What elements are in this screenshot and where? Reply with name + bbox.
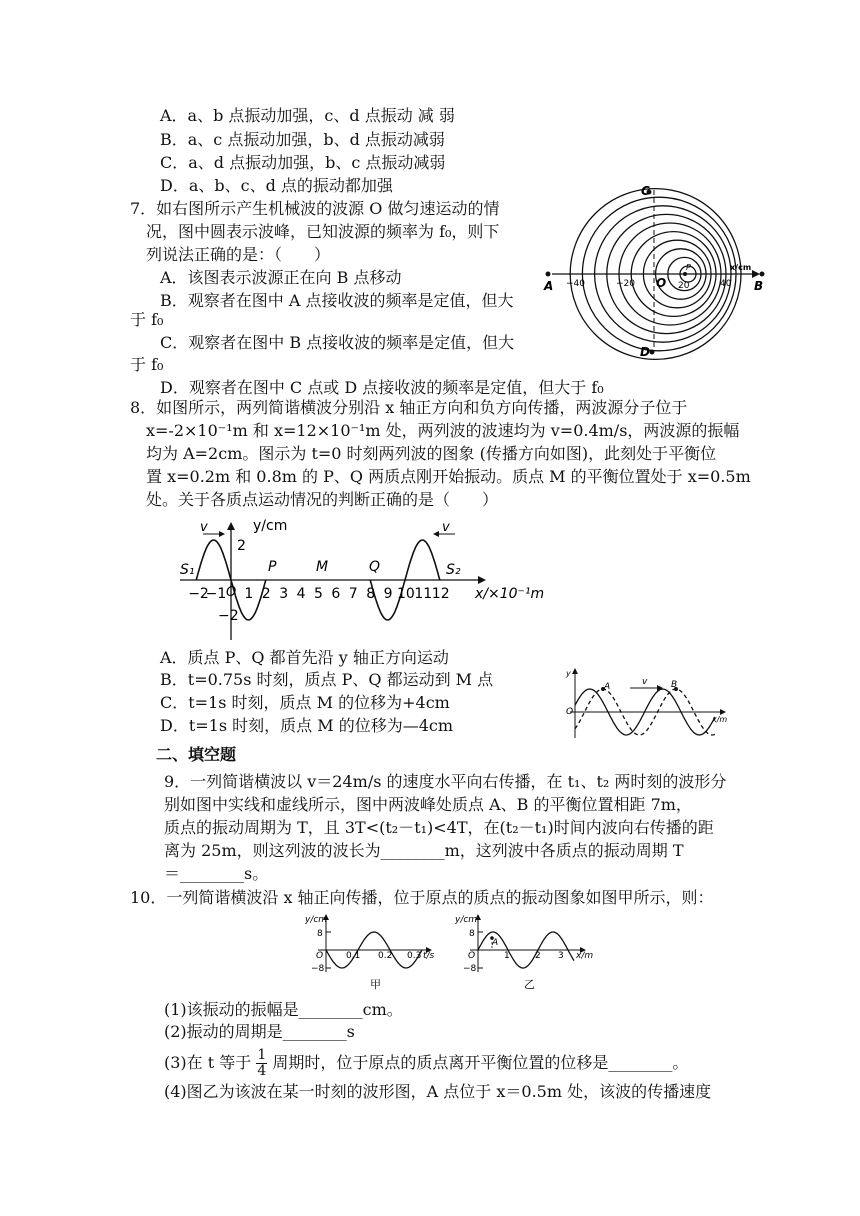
q7-option-b1: B．观察者在图中 A 点接收波的频率是定值，但大 — [160, 291, 514, 310]
x-tick-label: 6 — [331, 586, 341, 602]
x-tick-label: 3 — [279, 586, 289, 602]
tick-1: 1 — [504, 951, 510, 961]
q8-option-d: D．t=1s 时刻，质点 M 的位移为—4cm — [160, 716, 454, 735]
q10-sub3 — [164, 1048, 688, 1079]
m-label: M — [316, 559, 329, 575]
origin-o: O — [566, 707, 574, 717]
caption-yi: 乙 — [524, 978, 535, 991]
tick-m40: −40 — [566, 279, 585, 289]
label-o: O — [656, 276, 667, 290]
x-label: x/m — [712, 715, 728, 724]
y-m8: −8 — [463, 964, 477, 974]
x-tick-label: 1 — [244, 586, 254, 602]
wave-graph-yi — [450, 908, 600, 992]
q8-line3: 均为 A=2cm。图示为 t=0 时刻两列波的图象 (传播方向如图)，此刻处于平衡位 — [146, 444, 717, 463]
label-p: P — [686, 263, 691, 272]
b-label: B — [671, 680, 678, 690]
q6-option-c: C．a、d 点振动加强，b、c 点振动减弱 — [160, 153, 446, 172]
x-unit: x/cm — [730, 263, 752, 272]
y-m2: −2 — [218, 608, 239, 624]
q8-option-b: B．t=0.75s 时刻，质点 P、Q 都运动到 M 点 — [160, 670, 494, 689]
doppler-figure — [540, 182, 780, 362]
fraction-denominator: 4 — [257, 1063, 267, 1079]
q10-sub1: (1)该振动的振幅是________cm。 — [164, 1000, 403, 1019]
vibration-graph-jia — [300, 908, 450, 992]
q10-sub2: (2)振动的周期是________s — [164, 1022, 355, 1041]
tick-20: 20 — [678, 281, 690, 291]
tick-2: 2 — [535, 951, 541, 961]
section-heading: 二、填空题 — [156, 745, 237, 764]
y-m8: −8 — [311, 964, 325, 974]
q10-sub4: (4)图乙为该波在某一时刻的波形图，A 点位于 x＝0.5m 处，该波的传播速度 — [164, 1082, 712, 1101]
a-label: A — [604, 682, 611, 692]
x-tick-label: 10 — [397, 586, 415, 602]
x-tick-label: −2 — [188, 586, 209, 602]
tick-m20: −20 — [616, 279, 635, 289]
q9-line5: ＝________s。 — [164, 864, 269, 883]
caption-jia: 甲 — [370, 978, 381, 991]
q8-line1: 8．如图所示，两列简谐横波分别沿 x 轴正方向和负方向传播，两波源分子位于 — [130, 398, 688, 417]
q7-option-d: D．观察者在图中 C 点或 D 点接收波的频率是定值，但大于 f₀ — [160, 378, 604, 397]
origin-o: O — [316, 951, 324, 961]
q-label: Q — [369, 559, 381, 575]
label-a: A — [544, 279, 554, 293]
x-tick-label: 11 — [414, 586, 433, 602]
v-arrow-label-1: v — [200, 520, 208, 535]
q7-option-c1: C．观察者在图中 B 点接收波的频率是定值，但大 — [160, 333, 515, 352]
x-tick-label: 4 — [296, 586, 306, 602]
a-label: A — [492, 938, 499, 948]
y-8: 8 — [469, 929, 475, 939]
tick-01: 0.1 — [346, 951, 361, 961]
tick-03: 0.3 — [407, 951, 422, 961]
x-tick-label: 2 — [261, 586, 271, 602]
q7-option-b2: 于 f₀ — [130, 310, 164, 329]
two-waves-figure — [175, 512, 545, 644]
q8-line5: 处。关于各质点运动情况的判断正确的是（ ） — [146, 490, 499, 509]
x-axis-label: x/×10⁻¹m — [475, 586, 545, 602]
x-tick-label: 9 — [383, 586, 393, 602]
fraction-numerator: 1 — [257, 1047, 267, 1063]
wave-shift-figure — [560, 664, 740, 740]
q7-line1: 7．如右图所示产生机械波的波源 O 做匀速运动的情 — [130, 199, 500, 218]
y-label: y/cm — [305, 915, 328, 925]
x-tick-label: −1 — [205, 586, 227, 602]
x-tick-label: 5 — [314, 586, 323, 602]
s2-label: S₂ — [446, 562, 461, 578]
q10-line1: 10．一列简谐横波沿 x 轴正向传播，位于原点的质点的振动图象如图甲所示，则： — [130, 888, 714, 907]
fraction-quarter — [256, 1048, 267, 1079]
q9-line4: 离为 25m，则这列波的波长为________m，这列波中各质点的振动周期 T — [164, 841, 684, 860]
q8-option-c: C．t=1s 时刻，质点 M 的位移为+4cm — [160, 693, 450, 712]
q10-sub3-prefix: (3)在 t 等于 — [164, 1053, 252, 1072]
x-label: x/m — [576, 951, 594, 961]
s1-label: S₁ — [180, 562, 195, 578]
y-label: y — [566, 669, 571, 678]
y-label: y/cm — [455, 915, 478, 925]
q9-line2: 别如图中实线和虚线所示，图中两波峰处质点 A、B 的平衡位置相距 7m， — [164, 795, 692, 814]
label-c: C — [641, 184, 650, 198]
y-axis-label: y/cm — [253, 518, 288, 534]
label-b: B — [754, 279, 764, 293]
q6-option-b: B．a、c 点振动加强，b、d 点振动减弱 — [160, 130, 445, 149]
q8-line4: 置 x=0.2m 和 0.8m 的 P、Q 两质点刚开始振动。质点 M 的平衡位置处于 x=0.5m — [146, 467, 751, 486]
p-label: P — [268, 559, 277, 575]
q7-option-a: A．该图表示波源正在向 B 点移动 — [160, 268, 402, 287]
q9-line3: 质点的振动周期为 T，且 3T<(t₂－t₁)<4T，在(t₂－t₁)时间内波向右传播的距 — [164, 818, 714, 837]
q10-sub3-suffix: 周期时，位于原点的质点离开平衡位置的位移是________。 — [272, 1053, 689, 1072]
q8-line2: x=-2×10⁻¹m 和 x=12×10⁻¹m 处，两列波的波速均为 v=0.4m/s，两波源的振幅 — [146, 421, 740, 440]
y-8: 8 — [317, 929, 323, 939]
label-d: D — [640, 345, 650, 359]
tick-3: 3 — [558, 951, 564, 961]
tick-02: 0.2 — [378, 951, 393, 961]
v-arrow-label-2: v — [442, 520, 450, 535]
q7-line3: 列说法正确的是：（ ） — [146, 245, 331, 264]
x-tick-label: 7 — [348, 586, 358, 602]
x-label: t/s — [423, 951, 435, 961]
tick-40: 40 — [720, 279, 732, 289]
q6-option-d: D．a、b、c、d 点的振动都加强 — [160, 176, 393, 195]
origin-o: O — [468, 951, 476, 961]
origin-o: O — [226, 585, 237, 600]
q9-line1: 9．一列简谐横波以 v＝24m/s 的速度水平向右传播，在 t₁、t₂ 两时刻的波形分 — [164, 772, 727, 791]
q6-option-a: A．a、b 点振动加强，c、d 点振动 减 弱 — [160, 106, 455, 125]
x-tick-label: 12 — [431, 586, 450, 602]
q7-line2: 况，图中圆表示波峰，已知波源的频率为 f₀，则下 — [146, 222, 500, 241]
q8-option-a: A．质点 P、Q 都首先沿 y 轴正方向运动 — [160, 648, 449, 667]
y-2: 2 — [237, 538, 246, 554]
q7-option-c2: 于 f₀ — [130, 355, 164, 374]
v-label: v — [642, 677, 648, 687]
x-tick-label: 8 — [366, 586, 376, 602]
